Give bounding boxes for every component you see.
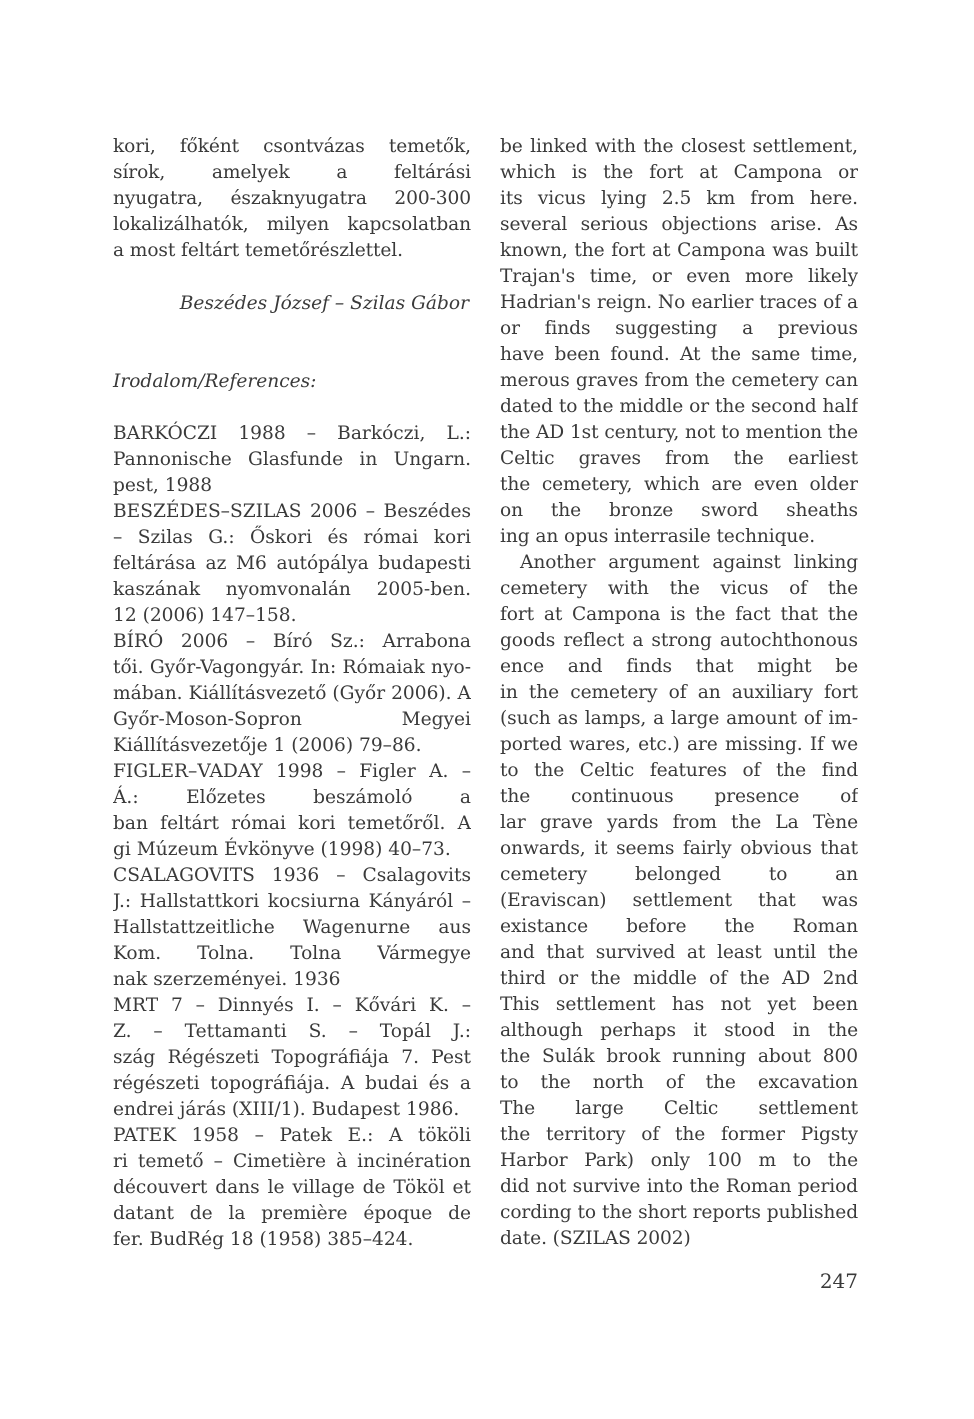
text-line: existance before the Roman (500, 916, 858, 937)
text-line: Kom. Tolna. Tolna Vármegye (113, 943, 471, 964)
text-line: lokalizálhatók, milyen kapcsolatban (113, 214, 471, 235)
text-line: découvert dans le village de Tököl et (113, 1177, 471, 1198)
text-line: the Sulák brook running about 800 (500, 1046, 858, 1067)
text-line: Á.: Előzetes beszámoló a (113, 787, 471, 808)
text-line: Z. – Tettamanti S. – Topál J.: (113, 1021, 471, 1042)
text-line: ence and finds that might be (500, 656, 858, 677)
text-line: Hadrian's reign. No earlier traces of a (500, 292, 858, 313)
text-line: the territory of the former Pigsty (500, 1124, 858, 1145)
text-line: BÍRÓ 2006 – Bíró Sz.: Arrabona (113, 631, 471, 652)
text-line: FIGLER–VADAY 1998 – Figler A. – (113, 761, 471, 782)
reference-entry (113, 759, 471, 863)
paragraph (500, 550, 858, 1252)
text-line: have been found. At the same time, (500, 344, 858, 365)
text-line: Kiállításvezetője 1 (2006) 79–86. (113, 735, 422, 756)
text-line: known, the fort at Campona was built (500, 240, 858, 261)
text-line: BARKÓCZI 1988 – Barkóczi, L.: (113, 423, 471, 444)
text-line: ing an opus interrasile technique. (500, 526, 816, 547)
reference-entry (113, 993, 471, 1123)
text-line: gi Múzeum Évkönyve (1998) 40–73. (113, 839, 451, 860)
text-line: kori, főként csontvázas temetők, (113, 136, 471, 157)
text-line: PATEK 1958 – Patek E.: A tököli (113, 1125, 471, 1146)
text-line: to the north of the excavation (500, 1072, 858, 1093)
text-line: mában. Kiállításvezető (Győr 2006). A (113, 683, 471, 704)
text-line: kaszának nyomvonalán 2005-ben. (113, 579, 471, 600)
text-line: fer. BudRég 18 (1958) 385–424. (113, 1229, 414, 1250)
text-line: several serious objections arise. As (500, 214, 858, 235)
text-line: fort at Campona is the fact that the (500, 604, 858, 625)
text-line: cemetery belonged to an (500, 864, 858, 885)
text-line: on the bronze sword sheaths (500, 500, 858, 521)
text-line: although perhaps it stood in the (500, 1020, 858, 1041)
references-heading: Irodalom/References: (113, 371, 317, 392)
references-list (113, 421, 471, 1253)
text-line: Another argument against linking (520, 552, 858, 573)
author-signature: Beszédes József – Szilas Gábor (179, 293, 469, 314)
paragraph (500, 134, 858, 550)
text-line: date. (SZILAS 2002) (500, 1228, 691, 1249)
text-line: MRT 7 – Dinnyés I. – Kővári K. – (113, 995, 471, 1016)
text-line: or finds suggesting a previous (500, 318, 858, 339)
text-line: ban feltárt római kori temetőről. A (113, 813, 471, 834)
text-line: its vicus lying 2.5 km from here. (500, 188, 858, 209)
page-number: 247 (819, 1269, 858, 1293)
text-line: third or the middle of the AD 2nd (500, 968, 858, 989)
text-line: (such as lamps, a large amount of im- (500, 708, 858, 729)
text-line: in the cemetery of an auxiliary fort (500, 682, 858, 703)
text-line: BESZÉDES–SZILAS 2006 – Beszédes (113, 501, 471, 522)
text-line: Trajan's time, or even more likely (500, 266, 858, 287)
text-line: the AD 1st century, not to mention the (500, 422, 858, 443)
text-line: goods reflect a strong autochthonous (500, 630, 858, 651)
text-line: CSALAGOVITS 1936 – Csalagovits (113, 865, 471, 886)
text-line: sírok, amelyek a feltárási (113, 162, 471, 183)
text-line: endrei járás (XIII/1). Budapest 1986. (113, 1099, 460, 1120)
text-line: onwards, it seems fairly obvious that (500, 838, 858, 859)
text-line: nyugatra, északnyugatra 200-300 (113, 188, 471, 209)
text-line: which is the fort at Campona or (500, 162, 858, 183)
text-line: (Eraviscan) settlement that was (500, 890, 858, 911)
text-line: be linked with the closest settlement, (500, 136, 858, 157)
text-line: the continuous presence of (500, 786, 858, 807)
text-line: lar grave yards from the La Tène (500, 812, 858, 833)
reference-entry (113, 863, 471, 993)
text-line: régészeti topográfiája. A budai és a (113, 1073, 471, 1094)
text-line: a most feltárt temetőrészlettel. (113, 240, 403, 261)
left-intro-paragraph (113, 134, 471, 264)
text-line: – Szilas G.: Őskori és római kori (113, 527, 471, 548)
text-line: tői. Győr-Vagongyár. In: Rómaiak nyo- (113, 657, 471, 678)
text-line: Celtic graves from the earliest (500, 448, 858, 469)
reference-entry (113, 1123, 471, 1253)
text-line: J.: Hallstattkori kocsiurna Kányáról – (113, 891, 471, 912)
text-line: Harbor Park) only 100 m to the (500, 1150, 858, 1171)
text-line: Hallstattzeitliche Wagenurne aus (113, 917, 471, 938)
text-line: dated to the middle or the second half (500, 396, 858, 417)
text-line: and that survived at least until the (500, 942, 858, 963)
text-line: szág Régészeti Topográfiája 7. Pest (113, 1047, 471, 1068)
text-line: The large Celtic settlement (500, 1098, 858, 1119)
reference-entry (113, 499, 471, 629)
reference-entry (113, 421, 471, 499)
text-line: pest, 1988 (113, 475, 213, 496)
reference-entry (113, 629, 471, 759)
text-line: feltárása az M6 autópálya budapesti (113, 553, 471, 574)
text-line: cording to the short reports published (500, 1202, 858, 1223)
text-line: ri temető – Cimetière à incinération (113, 1151, 471, 1172)
text-line: to the Celtic features of the find (500, 760, 858, 781)
text-line: datant de la première époque de (113, 1203, 471, 1224)
text-line: 12 (2006) 147–158. (113, 605, 297, 626)
text-line: cemetery with the vicus of the (500, 578, 858, 599)
right-column-text (500, 134, 858, 1252)
text-line: merous graves from the cemetery can (500, 370, 858, 391)
text-line: the cemetery, which are even older (500, 474, 858, 495)
text-line: nak szerzeményei. 1936 (113, 969, 341, 990)
text-line: Pannonische Glasfunde in Ungarn. (113, 449, 471, 470)
text-line: ported wares, etc.) are missing. If we (500, 734, 858, 755)
text-line: did not survive into the Roman period (500, 1176, 858, 1197)
text-line: Győr-Moson-Sopron Megyei (113, 709, 471, 730)
text-line: This settlement has not yet been (500, 994, 858, 1015)
